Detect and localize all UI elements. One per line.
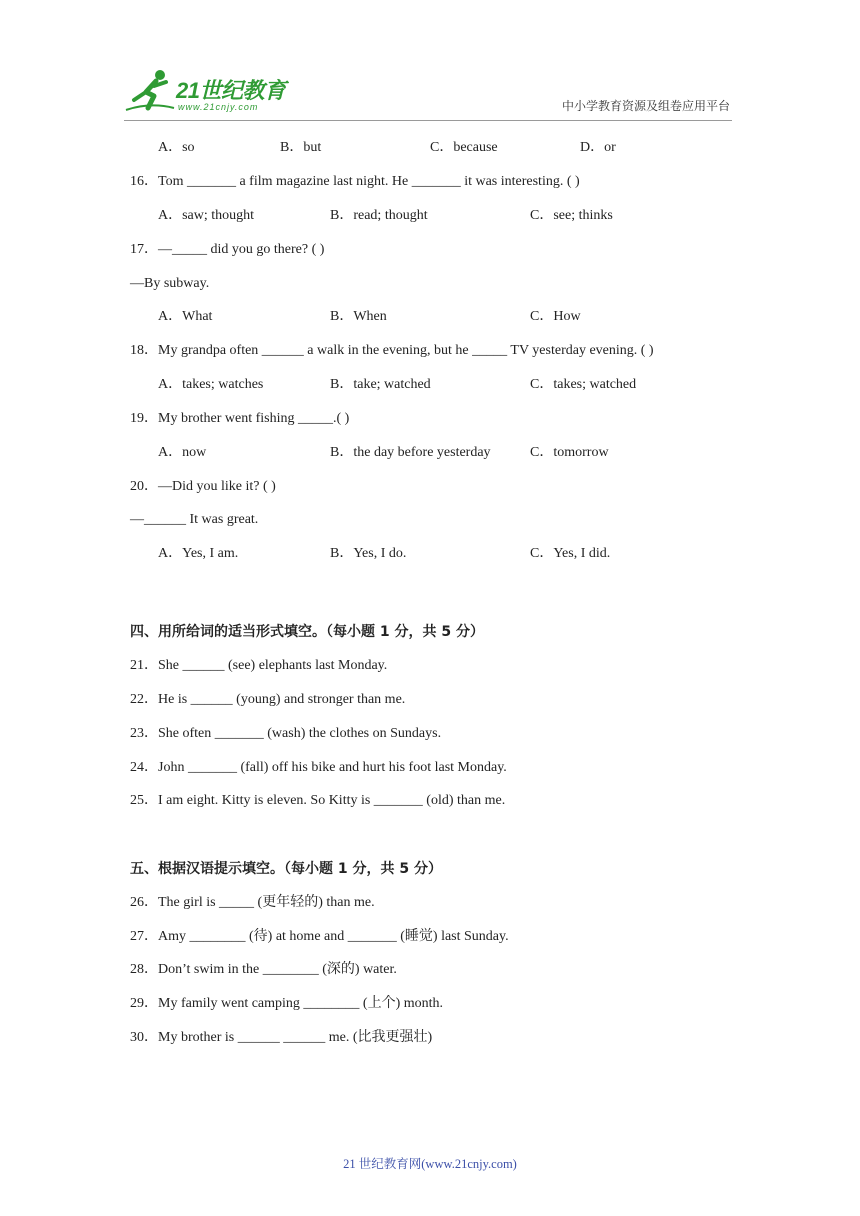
- option-c: C．How: [530, 309, 581, 324]
- fill-item: 22．He is ______ (young) and stronger than me.: [130, 692, 406, 707]
- option-c: C．see; thinks: [530, 208, 613, 223]
- runner-icon: [124, 68, 176, 114]
- section-title: 五、根据汉语提示填空。（每小题 1 分，共 5 分）: [130, 861, 442, 877]
- header-divider: [124, 120, 732, 121]
- option-c: C．because: [430, 140, 498, 155]
- question-stem: 16．Tom _______ a film magazine last night. He _______ it was interesting. ( ): [130, 174, 580, 189]
- option-b: B．the day before yesterday: [330, 445, 491, 460]
- fill-item: 21．She ______ (see) elephants last Monday.: [130, 658, 388, 673]
- option-a: A．now: [158, 445, 207, 460]
- site-logo: [124, 68, 294, 116]
- option-a: A．saw; thought: [158, 208, 255, 223]
- question-stem: 19．My brother went fishing _____.( ): [130, 411, 350, 426]
- fill-item: 27．Amy ________ (待) at home and _______ (睡觉) last Sunday.: [130, 929, 509, 944]
- logo-url: www.21cnjy.com: [178, 102, 259, 112]
- fill-item: 29．My family went camping ________ (上个) month.: [130, 996, 444, 1011]
- platform-title: 中小学教育资源及组卷应用平台: [561, 99, 730, 113]
- option-d: D．or: [580, 140, 616, 155]
- page-footer: 21 世纪教育网(www.21cnjy.com): [343, 1157, 517, 1171]
- option-a: A．so: [158, 140, 195, 155]
- option-b: B．read; thought: [330, 208, 428, 223]
- option-a: A．What: [158, 309, 213, 324]
- section-title: 四、用所给词的适当形式填空。（每小题 1 分，共 5 分）: [130, 624, 484, 640]
- question-stem: 20．—Did you like it? ( ): [130, 479, 276, 494]
- option-b: B．Yes, I do.: [330, 546, 407, 561]
- option-a: A．Yes, I am.: [158, 546, 239, 561]
- page-header: [0, 0, 860, 125]
- fill-item: 30．My brother is ______ ______ me. (比我更强壮): [130, 1030, 433, 1045]
- question-stem: 17．—_____ did you go there? ( ): [130, 242, 325, 257]
- option-b: B．take; watched: [330, 377, 431, 392]
- option-a: A．takes; watches: [158, 377, 264, 392]
- dialogue-reply: —By subway.: [130, 276, 210, 291]
- fill-item: 28．Don’t swim in the ________ (深的) water.: [130, 962, 397, 977]
- option-c: C．Yes, I did.: [530, 546, 611, 561]
- option-b: B．When: [330, 309, 387, 324]
- fill-item: 23．She often _______ (wash) the clothes on Sundays.: [130, 726, 442, 741]
- fill-item: 24．John _______ (fall) off his bike and hurt his foot last Monday.: [130, 760, 507, 775]
- option-b: B．but: [280, 140, 322, 155]
- question-stem: 18．My grandpa often ______ a walk in the evening, but he _____ TV yesterday evening. ( ): [130, 343, 654, 358]
- fill-item: 25．I am eight. Kitty is eleven. So Kitty is _______ (old) than me.: [130, 793, 506, 808]
- option-c: C．takes; watched: [530, 377, 637, 392]
- fill-item: 26．The girl is _____ (更年轻的) than me.: [130, 895, 375, 910]
- option-c: C．tomorrow: [530, 445, 609, 460]
- logo-text: 21世纪教育: [176, 78, 286, 103]
- dialogue-reply: —______ It was great.: [130, 512, 259, 527]
